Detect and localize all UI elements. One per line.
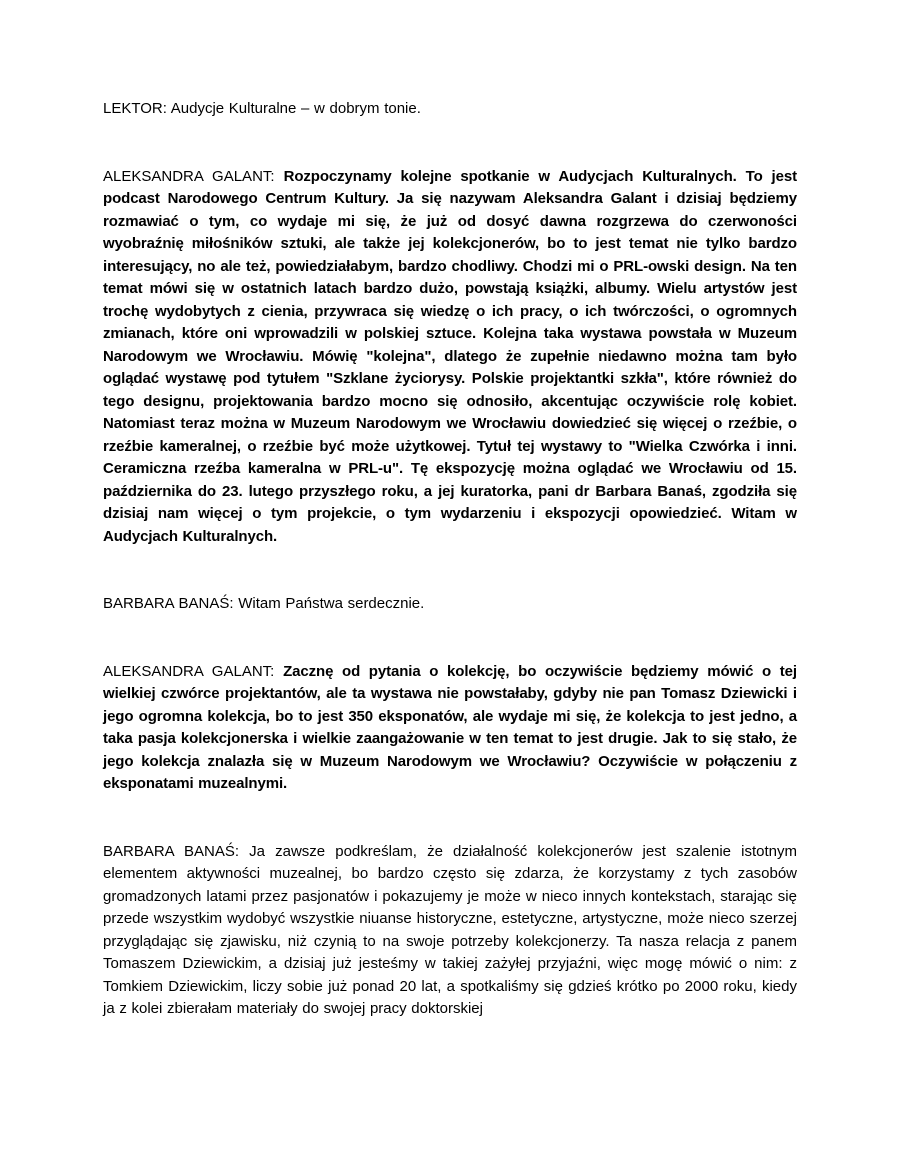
speaker-label: BARBARA BANAŚ: <box>103 842 240 860</box>
paragraph-text: Zacznę od pytania o kolekcję, bo oczywiście będziemy mówić o tej wielkiej czwórce projektantów, ale ta wystawa nie powstałaby, gdyby nie pan Tomasz Dziewicki i jego ogromna kolekcja, bo to jest 350 eksponatów, ale wydaje mi się, że kolekcja to jest jedno, a taka pasja kolekcjonerska i wielkie zaangażowanie w ten temat to jest drugie. Jak to się stało, że jego kolekcja znalazła się w Muzeum Narodowym we Wrocławiu? Oczywiście w połączeniu z eksponatami muzealnymi. <box>103 662 797 792</box>
speaker-label: BARBARA BANAŚ: <box>103 595 234 612</box>
speaker-label: ALEKSANDRA GALANT: <box>103 167 275 185</box>
speaker-label: LEKTOR: <box>103 100 167 117</box>
paragraph-text: Audycje Kulturalne – w dobrym tonie. <box>170 100 421 117</box>
transcript-paragraph <box>103 841 797 1021</box>
paragraph-text: Witam Państwa serdecznie. <box>238 595 425 612</box>
paragraph-text: Rozpoczynamy kolejne spotkanie w Audycjach Kulturalnych. To jest podcast Narodowego Centrum Kultury. Ja się nazywam Aleksandra Galant i dzisiaj będziemy rozmawiać o tym, co wydaje mi się, że już od dosyć dawna rozgrzewa do czerwoności wyobraźnię miłośników sztuki, ale także jej kolekcjonerów, bo to jest temat nie tylko bardzo interesujący, no ale też, powiedziałabym, bardzo chodliwy. Chodzi mi o PRL-owski design. Na ten temat mówi się w ostatnich latach bardzo dużo, powstają książki, albumy. Wielu artystów jest trochę wydobytych z cienia, przywraca się wiedzę o ich pracy, o ich twórczości, o ogromnych zmianach, które oni wprowadzili w polskiej sztuce. Kolejna taka wystawa powstała w Muzeum Narodowym we Wrocławiu. Mówię "kolejna", dlatego że zupełnie niedawno można tam było oglądać wystawę pod tytułem "Szklane życiorysy. Polskie projektantki szkła", które również do tego designu, projektowania bardzo mocno się odnosiło, akcentując oczywiście rolę kobiet. Natomiast teraz można w Muzeum Narodowym we Wrocławiu dowiedzieć się więcej o rzeźbie, o rzeźbie kameralnej, o rzeźbie być może użytkowej. Tytuł tej wystawy to "Wielka Czwórka i inni. Ceramiczna rzeźba kameralna w PRL-u". Tę ekspozycję można oglądać we Wrocławiu od 15. października do 23. lutego przyszłego roku, a jej kuratorka, pani dr Barbara Banaś, zgodziła się dzisiaj nam więcej o tym projekcie, o tym wydarzeniu i ekspozycji opowiedzieć. Witam w Audycjach Kulturalnych. <box>103 167 798 545</box>
transcript-paragraph <box>103 593 797 616</box>
paragraph-text: Ja zawsze podkreślam, że działalność kolekcjonerów jest szalenie istotnym elementem aktywności muzealnej, bo bardzo często się zdarza, że korzystamy z tych zasobów gromadzonych latami przez pasjonatów i pokazujemy je może w nieco innych kontekstach, starając się przede wszystkim wydobyć wszystkie niuanse historyczne, estetyczne, artystyczne, może nieco szerzej przyglądając się zjawisku, niż czynią to na swoje potrzeby kolekcjonerzy. Ta nasza relacja z panem Tomaszem Dziewickim, a dzisiaj już jesteśmy w takiej zażyłej przyjaźni, więc mogę mówić o nim: z Tomkiem Dziewickim, liczy sobie już ponad 20 lat, a spotkaliśmy się gdzieś krótko po 2000 roku, kiedy ja z kolei zbierałam materiały do swojej pracy doktorskiej <box>103 842 797 1017</box>
transcript-paragraph <box>103 98 797 121</box>
transcript-paragraph <box>103 661 797 796</box>
transcript-paragraph <box>103 166 797 549</box>
speaker-label: ALEKSANDRA GALANT: <box>103 662 275 680</box>
